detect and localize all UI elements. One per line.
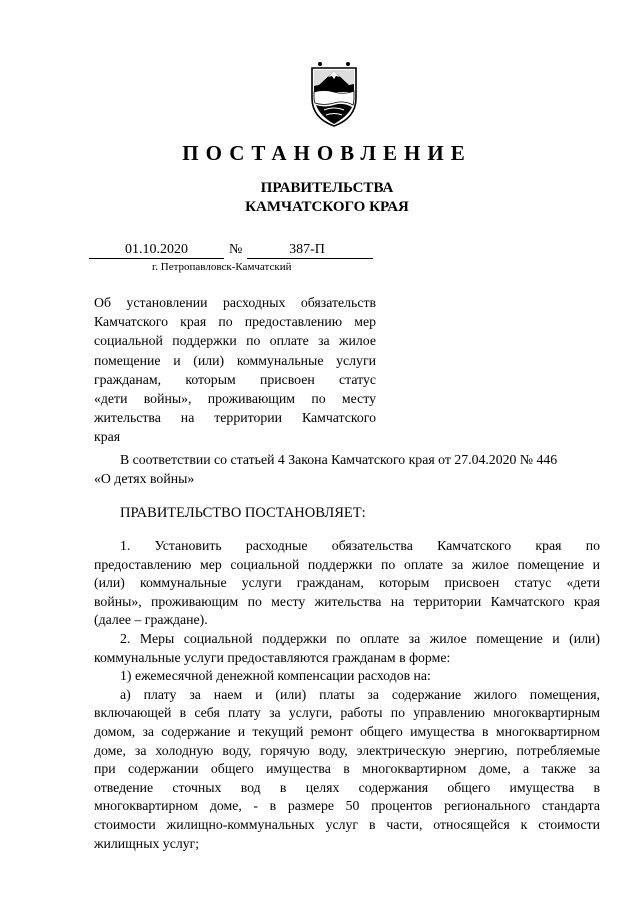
authority-line-1: ПРАВИТЕЛЬСТВА xyxy=(260,180,394,196)
document-body xyxy=(94,537,600,853)
decree-statement: ПРАВИТЕЛЬСТВО ПОСТАНОВЛЯЕТ: xyxy=(120,505,366,521)
body-line: 2. Меры социальной поддержки по оплате за жилое помещение и (или) xyxy=(120,630,600,646)
subject-line: жительства на территории Камчатского xyxy=(94,410,376,426)
body-line: при содержании общего имущества в многоквартирном доме, а также за xyxy=(94,761,600,777)
body-line: стоимости жилищно-коммунальных услуг в части, относящейся к стоимости xyxy=(94,816,600,832)
body-line: отведение сточных вод в целях содержания общего имущества в xyxy=(94,779,600,795)
authority-line-2: КАМЧАТСКОГО КРАЯ xyxy=(245,199,409,215)
date-underline xyxy=(89,258,224,259)
city-name: г. Петропавловск-Камчатский xyxy=(152,261,292,273)
body-line: многоквартирном доме, - в размере 50 процентов регионального стандарта xyxy=(94,798,600,814)
subject-line: социальной поддержки по оплате за жилое xyxy=(94,333,376,349)
preamble-line: «О детях войны» xyxy=(94,470,195,486)
body-line: а) плату за наем и (или) платы за содержание жилого помещения, xyxy=(120,686,600,702)
subject-line: Об установлении расходных обязательств xyxy=(94,295,376,310)
document-subject xyxy=(94,293,376,447)
body-line: коммунальные услуги предоставляются гражданам в форме: xyxy=(94,649,451,665)
coat-of-arms-emblem xyxy=(298,58,370,130)
subject-line: «дети войны», проживающим по месту xyxy=(94,391,376,407)
document-title: ПОСТАНОВЛЕНИЕ xyxy=(182,141,472,165)
preamble xyxy=(94,451,600,488)
body-line: 1) ежемесячной денежной компенсации расходов на: xyxy=(120,668,431,684)
document-date: 01.10.2020 xyxy=(125,242,188,257)
body-line: (далее – граждане). xyxy=(94,612,208,628)
subject-line: Камчатского края по предоставлению мер xyxy=(94,314,376,330)
number-sign: № xyxy=(229,242,243,257)
body-line: жилищных услуг; xyxy=(94,835,200,851)
body-line: войны», проживающим по месту жительства на территории Камчатского края xyxy=(94,593,600,609)
subject-line: помещение и (или) коммунальные услуги xyxy=(94,352,376,368)
document-number: 387-П xyxy=(289,242,325,257)
body-line: (или) коммунальные услуги гражданам, которым присвоен статус «дети xyxy=(94,575,600,591)
body-line: доме, за холодную воду, горячую воду, электрическую энергию, потребляемые xyxy=(94,742,600,758)
number-underline xyxy=(247,258,373,259)
subject-line: гражданам, которым присвоен статус xyxy=(94,371,376,387)
body-line: предоставлению мер социальной поддержки по оплате за жилое помещение и xyxy=(94,556,600,572)
body-line: включающей в себя плату за услуги, работы по управлению многоквартирным xyxy=(94,705,600,721)
preamble-line: В соответствии со статьей 4 Закона Камчатского края от 27.04.2020 № 446 xyxy=(120,452,558,467)
body-line: домом, за содержание и текущий ремонт общего имущества в многоквартирном xyxy=(94,723,600,739)
issuing-authority xyxy=(0,179,640,217)
body-line: 1. Установить расходные обязательства Камчатского края по xyxy=(120,538,600,553)
subject-line: края xyxy=(94,429,121,445)
